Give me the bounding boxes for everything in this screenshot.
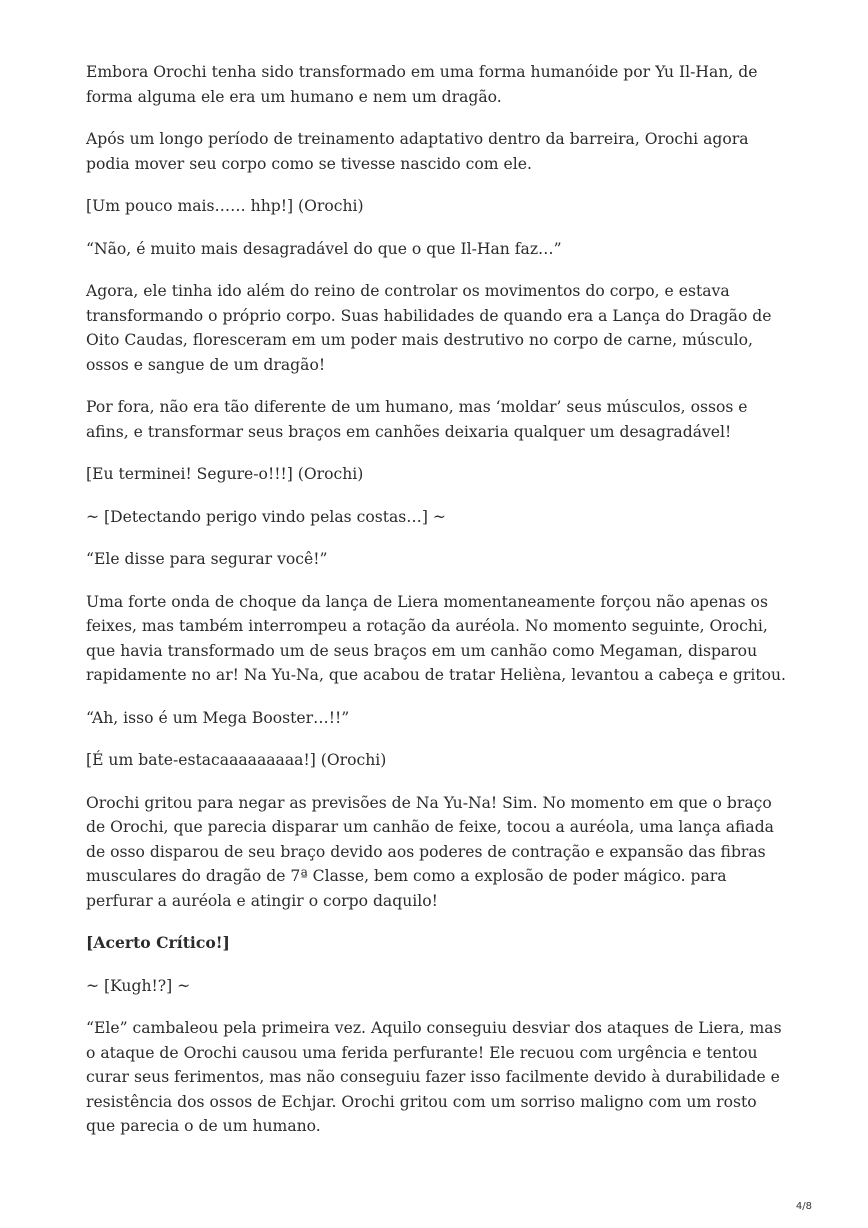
paragraph: [Eu terminei! Segure-o!!!] (Orochi)	[86, 465, 364, 483]
paragraph: [É um bate-estacaaaaaaaaa!] (Orochi)	[86, 751, 387, 769]
paragraph: ~ [Detectando perigo vindo pelas costas…] ~	[86, 507, 446, 526]
page-number: 4/8	[795, 1201, 812, 1212]
paragraph: Orochi gritou para negar as previsões de Na Yu-Na! Sim. No momento em que o braço de Orochi, que parecia disparar um canhão de feixe, tocou a auréola, uma lança afiada de osso disparou de seu braço devido aos poderes de contração e expansão das fibras musculares do dragão de 7ª Classe, bem como a explosão de poder mágico. para perfurar a auréola e atingir o corpo daquilo!	[86, 793, 774, 910]
paragraph: Embora Orochi tenha sido transformado em uma forma humanóide por Yu Il-Han, de forma alguma ele era um humano e nem um dragão.	[86, 63, 758, 106]
paragraph: “Não, é muito mais desagradável do que o que Il-Han faz…”	[86, 239, 562, 258]
paragraph: “Ele disse para segurar você!”	[86, 550, 328, 568]
paragraph: Uma forte onda de choque da lança de Liera momentaneamente forçou não apenas os feixes, mas também interrompeu a rotação da auréola. No momento seguinte, Orochi, que havia transformado um de seus braços em um canhão como Megaman, disparou rapidamente no ar! Na Yu-Na, que acabou de tratar Helièna, levantou a cabeça e gritou.	[86, 592, 786, 684]
paragraph: Por fora, não era tão diferente de um humano, mas ‘moldar’ seus músculos, ossos e afins, e transformar seus braços em canhões deixaria qualquer um desagradável!	[86, 398, 748, 441]
document-body	[86, 60, 786, 1157]
critical-hit-heading: [Acerto Crítico!]	[86, 933, 230, 952]
paragraph: “Ah, isso é um Mega Booster…!!”	[86, 708, 350, 727]
paragraph: Agora, ele tinha ido além do reino de controlar os movimentos do corpo, e estava transformando o próprio corpo. Suas habilidades de quando era a Lança do Dragão de Oito Caudas, floresceram em um poder mais destrutivo no corpo de carne, músculo, ossos e sangue de um dragão!	[86, 282, 772, 374]
paragraph: Após um longo período de treinamento adaptativo dentro da barreira, Orochi agora podia mover seu corpo como se tivesse nascido com ele.	[86, 130, 749, 173]
paragraph: [Um pouco mais…… hhp!] (Orochi)	[86, 197, 364, 215]
paragraph: ~ [Kugh!?] ~	[86, 976, 191, 995]
paragraph: “Ele” cambaleou pela primeira vez. Aquilo conseguiu desviar dos ataques de Liera, mas o ataque de Orochi causou uma ferida perfurante! Ele recuou com urgência e tentou curar seus ferimentos, mas não conseguiu fazer isso facilmente devido à durabilidade e resistência dos ossos de Echjar. Orochi gritou com um sorriso maligno com um rosto que parecia o de um humano.	[86, 1019, 782, 1135]
